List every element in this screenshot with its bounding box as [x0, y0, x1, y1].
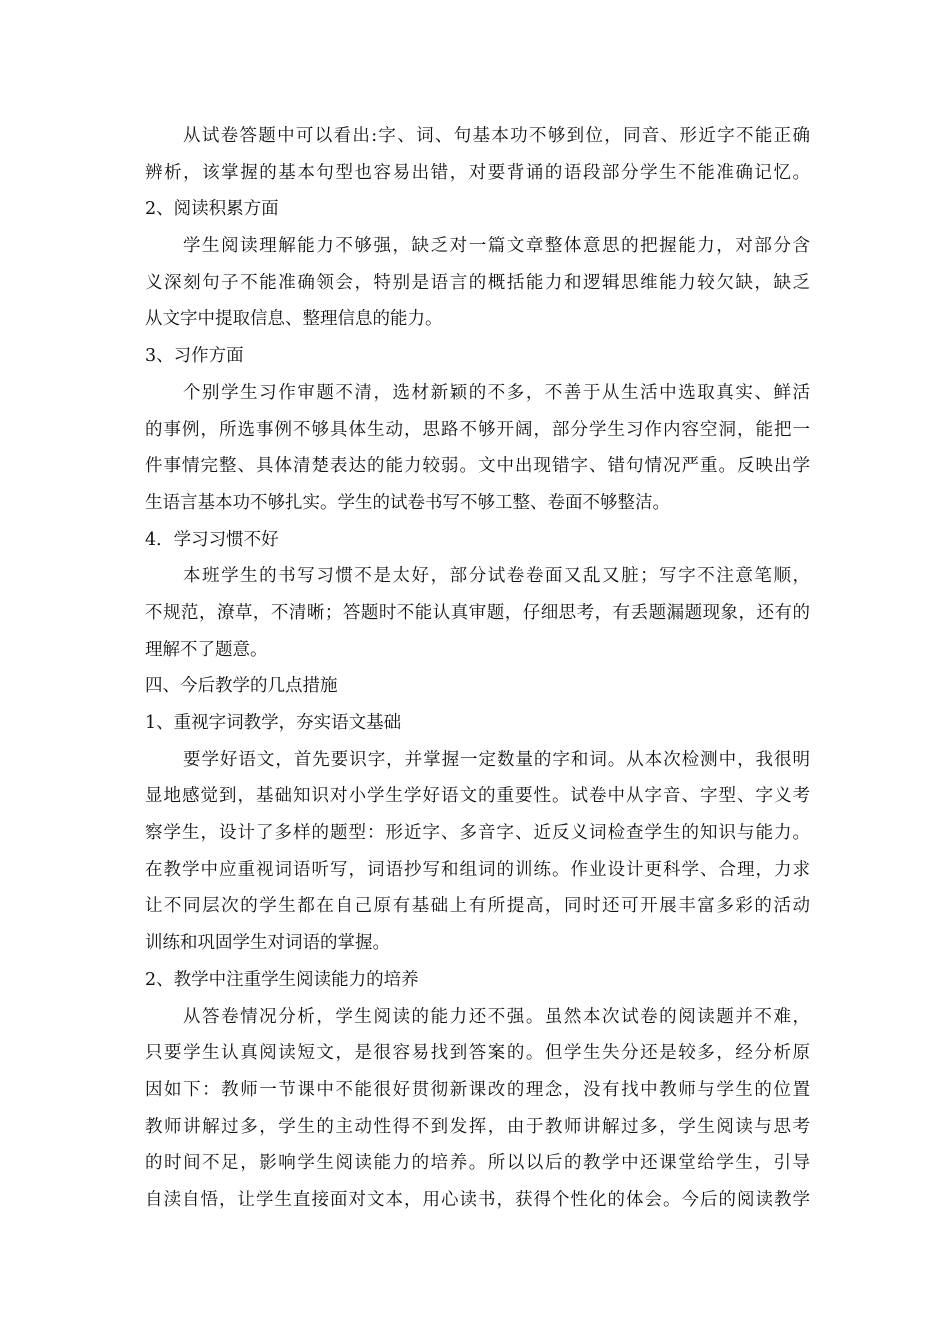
body-paragraph-line: 本班学生的书写习惯不是太好，部分试卷卷面又乱又脏；写字不注意笔顺，: [183, 566, 810, 587]
document-body: [145, 118, 810, 1219]
body-paragraph-line: 学生阅读理解能力不够强，缺乏对一篇文章整体意思的把握能力，对部分含: [183, 236, 810, 257]
section-heading: 4．学习习惯不好: [145, 529, 279, 550]
body-paragraph-line: 的时间不足，影响学生阅读能力的培养。所以以后的教学中还课堂给学生，引导: [145, 1153, 810, 1174]
body-paragraph-line: 从试卷答题中可以看出:字、词、句基本功不够到位，同音、形近字不能正确: [183, 126, 810, 146]
body-paragraph-line: 察学生，设计了多样的题型：形近字、多音字、近反义词检查学生的知识与能力。: [145, 823, 810, 844]
body-paragraph-line: 因如下：教师一节课中不能很好贯彻新课改的理念，没有找中教师与学生的位置: [145, 1079, 810, 1100]
section-heading: 1、重视字词教学，夯实语文基础: [145, 713, 402, 733]
body-paragraph-line: 训练和巩固学生对词语的掌握。: [145, 933, 390, 954]
body-paragraph-line: 要学好语文，首先要识字，并掌握一定数量的字和词。从本次检测中，我很明: [183, 749, 810, 770]
section-heading: 2、教学中注重学生阅读能力的培养: [145, 969, 419, 990]
body-paragraph-line: 辨析，该掌握的基本句型也容易出错，对要背诵的语段部分学生不能准确记忆。: [145, 162, 810, 183]
section-heading: 3、习作方面: [145, 346, 244, 367]
body-paragraph-line: 义深刻句子不能准确领会，特别是语言的概括能力和逻辑思维能力较欠缺，缺乏: [145, 272, 810, 293]
body-paragraph-line: 的事例，所选事例不够具体生动，思路不够开阔，部分学生习作内容空洞，能把一: [145, 419, 810, 440]
body-paragraph-line: 显地感觉到，基础知识对小学生学好语文的重要性。试卷中从字音、字型、字义考: [145, 786, 810, 807]
body-paragraph-line: 件事情完整、具体清楚表达的能力较弱。文中出现错字、错句情况严重。反映出学: [145, 456, 810, 477]
body-paragraph-line: 个别学生习作审题不清，选材新颖的不多，不善于从生活中选取真实、鲜活: [183, 382, 810, 403]
body-paragraph-line: 在教学中应重视词语听写，词语抄写和组词的训练。作业设计更科学、合理，力求: [145, 859, 810, 880]
body-paragraph-line: 教师讲解过多，学生的主动性得不到发挥，由于教师讲解过多，学生阅读与思考: [145, 1116, 810, 1137]
body-paragraph-line: 不规范，潦草，不清晰；答题时不能认真审题，仔细思考，有丢题漏题现象，还有的: [145, 602, 810, 623]
body-paragraph-line: 理解不了题意。: [145, 639, 268, 660]
body-paragraph-line: 让不同层次的学生都在自己原有基础上有所提高，同时还可开展丰富多彩的活动: [145, 896, 810, 917]
body-paragraph-line: 生语言基本功不够扎实。学生的试卷书写不够工整、卷面不够整洁。: [145, 492, 670, 513]
section-heading: 四、今后教学的几点措施: [145, 676, 338, 697]
body-paragraph-line: 从答卷情况分析，学生阅读的能力还不强。虽然本次试卷的阅读题并不难，: [183, 1006, 810, 1027]
body-paragraph-line: 只要学生认真阅读短文，是很容易找到答案的。但学生失分还是较多，经分析原: [145, 1043, 810, 1064]
section-heading: 2、阅读积累方面: [145, 199, 279, 220]
body-paragraph-line: 自渎自悟，让学生直接面对文本，用心读书，获得个性化的体会。今后的阅读教学: [145, 1189, 810, 1210]
body-paragraph-line: 从文字中提取信息、整理信息的能力。: [145, 309, 443, 330]
